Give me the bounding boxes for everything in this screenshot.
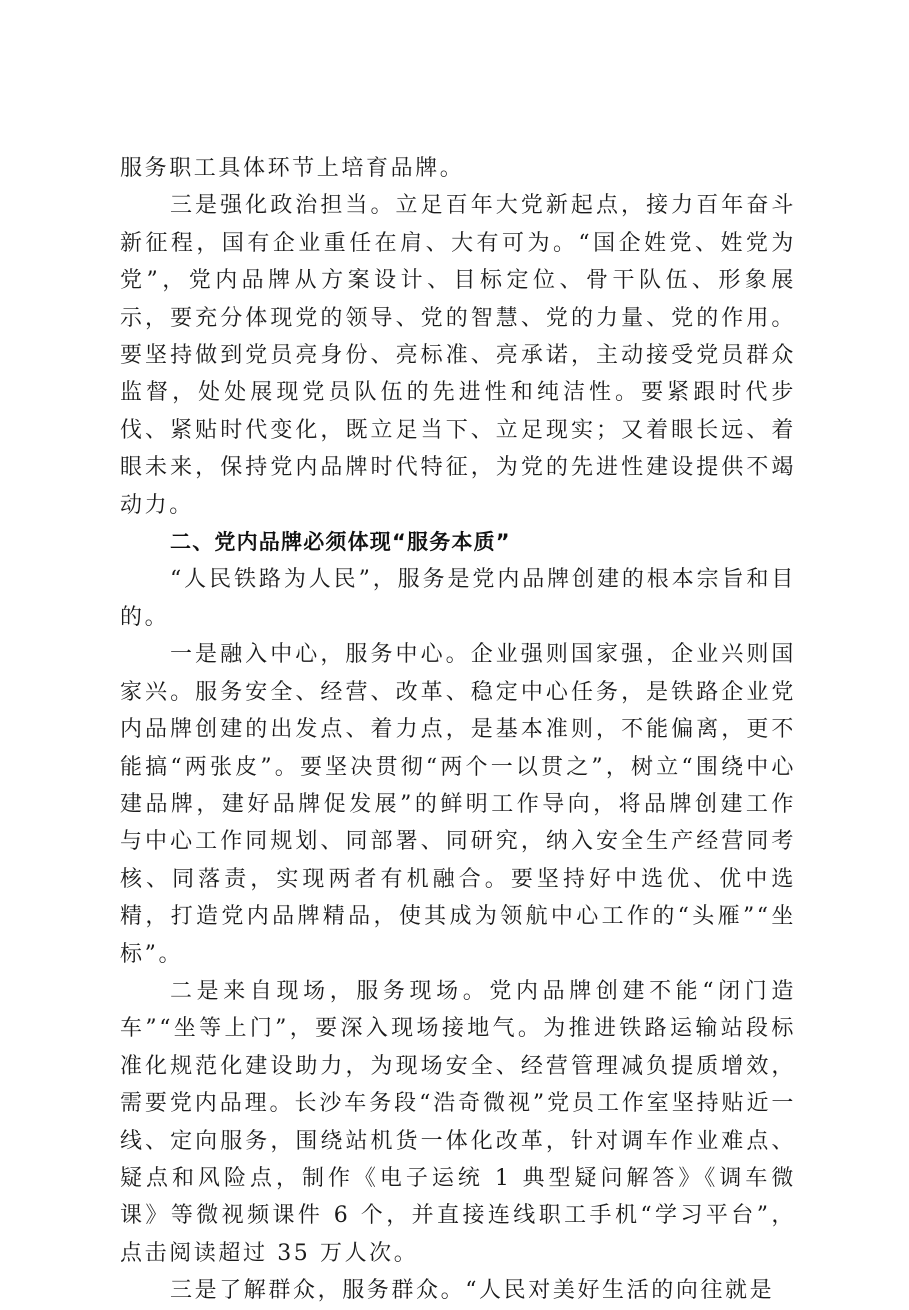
document-body [120, 150, 796, 1310]
paragraph: 服务职工具体环节上培育品牌。 [120, 156, 465, 181]
paragraph: 三是强化政治担当。立足百年大党新起点，接力百年奋斗新征程，国有企业重任在肩、大有可为。“国企姓党、姓党为党”，党内品牌从方案设计、目标定位、骨干队伍、形象展示，要充分体现党的领导、党的智慧、党的力量、党的作用。要坚持做到党员亮身份、亮标准、亮承诺，主动接受党员群众监督，处处展现党员队伍的先进性和纯洁性。要紧跟时代步伐、紧贴时代变化，既立足当下、立足现实；又着眼长远、着眼未来，保持党内品牌时代特征，为党的先进性建设提供不竭动力。 [120, 193, 796, 518]
paragraph: 二是来自现场，服务现场。党内品牌创建不能“闭门造车”“坐等上门”，要深入现场接地气。为推进铁路运输站段标准化规范化建设助力，为现场安全、经营管理减负提质增效，需要党内品理。长沙车务段“浩奇微视”党员工作室坚持贴近一线、定向服务，围绕站机货一体化改革，针对调车作业难点、疑点和风险点，制作《电子运统 1 典型疑问解答》《调车微课》等微视频课件 6 个，并直接连线职工手机“学习平台”，点击阅读超过 35 万人次。 [120, 978, 796, 1266]
paragraph: “人民铁路为人民”，服务是党内品牌创建的根本宗旨和目的。 [120, 567, 796, 630]
section-heading: 二、党内品牌必须体现“服务本质” [170, 530, 511, 555]
paragraph: 一是融入中心，服务中心。企业强则国家强，企业兴则国家兴。服务安全、经营、改革、稳定中心任务，是铁路企业党内品牌创建的出发点、着力点，是基本准则，不能偏离，更不能搞“两张皮”。要坚决贯彻“两个一以贯之”，树立“围绕中心建品牌，建好品牌促发展”的鲜明工作导向，将品牌创建工作与中心工作同规划、同部署、同研究，纳入安全生产经营同考核、同落责，实现两者有机融合。要坚持好中选优、优中选精，打造党内品牌精品，使其成为领航中心工作的“头雁”“坐标”。 [120, 642, 796, 967]
paragraph: 三是了解群众，服务群众。“人民对美好生活的向往就是 [170, 1278, 775, 1304]
